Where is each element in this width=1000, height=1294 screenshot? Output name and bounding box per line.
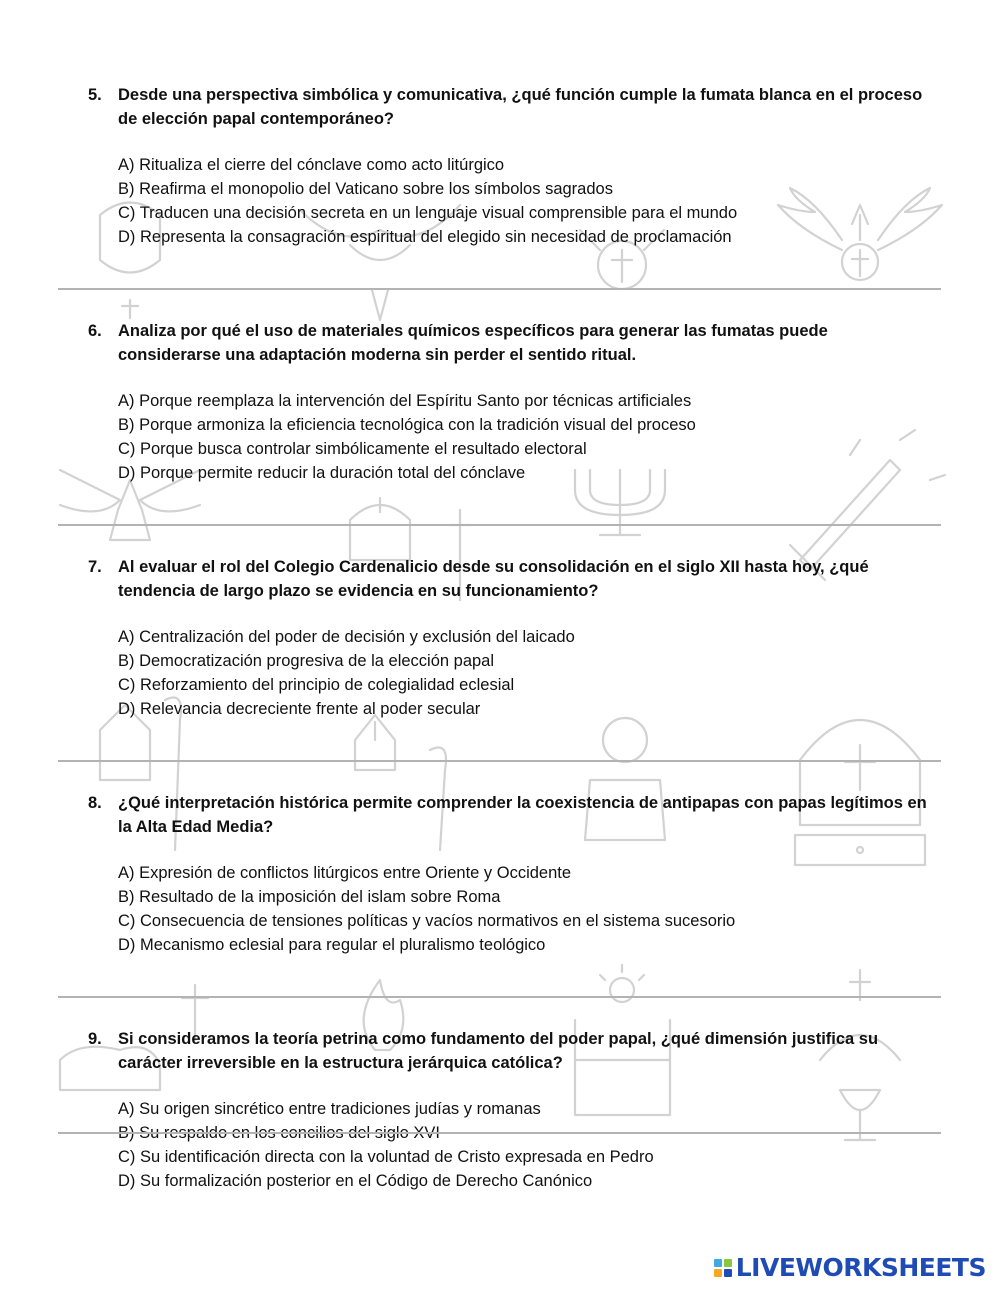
question-heading [88,1027,928,1075]
divider [58,996,941,998]
brand-name: LIVEWORKSHEETS [735,1253,986,1282]
logo-square [714,1269,722,1277]
option-b[interactable]: B) Su respaldo en los concilios del siglo XVI [118,1124,440,1142]
logo-square [724,1259,732,1267]
question-text: ¿Qué interpretación histórica permite comprender la coexistencia de antipapas con papas legítimos en la Alta Edad Media? [118,794,927,836]
question-text: Analiza por qué el uso de materiales químicos específicos para generar las fumatas puede considerarse una adaptación moderna sin perder el sentido ritual. [118,322,828,364]
question-heading [88,83,928,131]
question-heading [88,319,928,367]
option-c[interactable]: C) Traducen una decisión secreta en un lenguaje visual comprensible para el mundo [118,204,738,222]
logo-square [714,1259,722,1267]
option-d[interactable]: D) Su formalización posterior en el Código de Derecho Canónico [118,1172,593,1190]
option-a[interactable]: A) Porque reemplaza la intervención del Espíritu Santo por técnicas artificiales [118,392,692,410]
option-b[interactable]: B) Resultado de la imposición del islam sobre Roma [118,888,501,906]
option-c[interactable]: C) Su identificación directa con la voluntad de Cristo expresada en Pedro [118,1148,654,1166]
liveworksheets-brand[interactable] [714,1253,986,1282]
question-5 [88,83,928,249]
option-list [118,625,928,721]
option-b[interactable]: B) Democratización progresiva de la elección papal [118,652,495,670]
option-d[interactable]: D) Mecanismo eclesial para regular el pluralismo teológico [118,936,546,954]
option-c[interactable]: C) Consecuencia de tensiones políticas y vacíos normativos en el sistema sucesorio [118,912,736,930]
option-b[interactable]: B) Reafirma el monopolio del Vaticano sobre los símbolos sagrados [118,180,613,198]
option-d[interactable]: D) Porque permite reducir la duración total del cónclave [118,464,526,482]
divider [58,524,941,526]
question-9 [88,1027,928,1193]
question-8 [88,791,928,957]
liveworksheets-logo-icon [714,1259,732,1277]
option-list [118,1097,928,1193]
option-list [118,153,928,249]
question-number: 7. [88,558,102,576]
question-7 [88,555,928,721]
question-heading [88,555,928,603]
question-6 [88,319,928,485]
question-text: Al evaluar el rol del Colegio Cardenalicio desde su consolidación en el siglo XII hasta hoy, ¿qué tendencia de largo plazo se evidencia en su funcionamiento? [118,558,869,600]
option-a[interactable]: A) Centralización del poder de decisión y exclusión del laicado [118,628,575,646]
option-b[interactable]: B) Porque armoniza la eficiencia tecnológica con la tradición visual del proceso [118,416,696,434]
option-c[interactable]: C) Reforzamiento del principio de colegialidad eclesial [118,676,515,694]
option-a[interactable]: A) Ritualiza el cierre del cónclave como acto litúrgico [118,156,505,174]
option-d[interactable]: D) Representa la consagración espiritual del elegido sin necesidad de proclamación [118,228,732,246]
divider [58,1132,941,1134]
logo-square [724,1269,732,1277]
divider [58,760,941,762]
option-a[interactable]: A) Su origen sincrético entre tradiciones judías y romanas [118,1100,541,1118]
option-c[interactable]: C) Porque busca controlar simbólicamente el resultado electoral [118,440,587,458]
option-a[interactable]: A) Expresión de conflictos litúrgicos entre Oriente y Occidente [118,864,572,882]
question-number: 5. [88,86,102,104]
option-list [118,389,928,485]
question-number: 6. [88,322,102,340]
question-number: 9. [88,1030,102,1048]
question-number: 8. [88,794,102,812]
question-text: Desde una perspectiva simbólica y comunicativa, ¿qué función cumple la fumata blanca en el proceso de elección papal contemporáneo? [118,86,923,128]
divider [58,288,941,290]
question-heading [88,791,928,839]
question-text: Si consideramos la teoría petrina como fundamento del poder papal, ¿qué dimensión justifica su carácter irreversible en la estructura jerárquica católica? [118,1030,879,1072]
option-d[interactable]: D) Relevancia decreciente frente al poder secular [118,700,481,718]
option-list [118,861,928,957]
